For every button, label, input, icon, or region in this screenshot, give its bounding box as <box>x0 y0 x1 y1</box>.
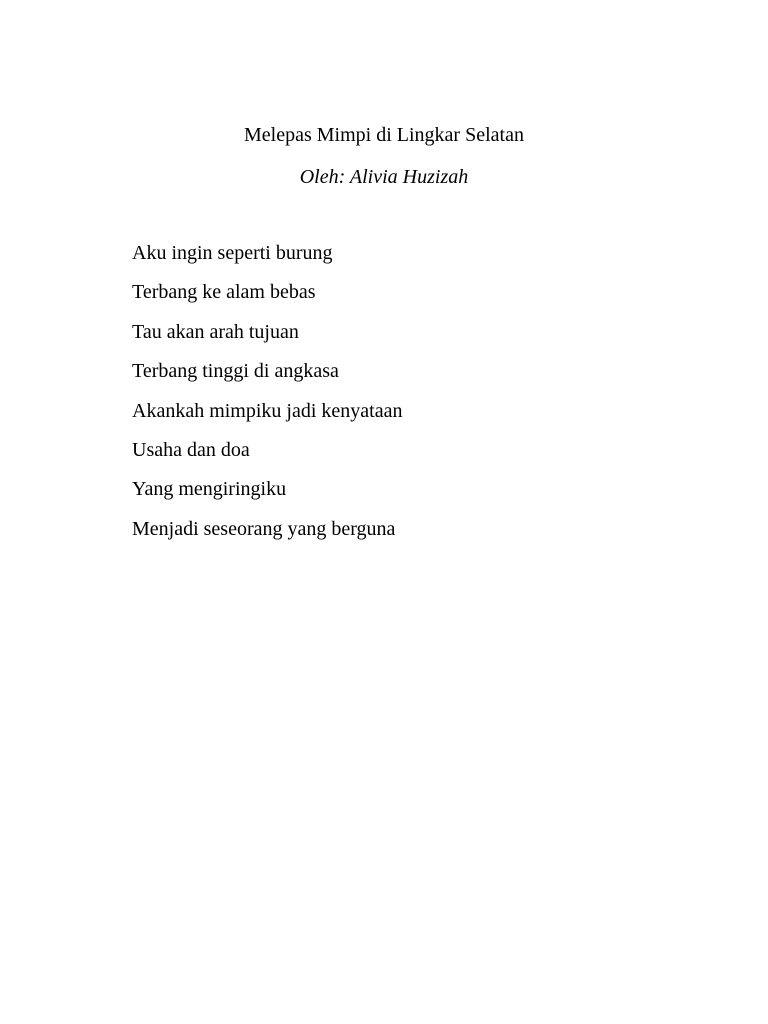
poem-body <box>132 239 402 554</box>
poem-line: Yang mengiringiku <box>132 478 287 501</box>
poem-line: Akankah mimpiku jadi kenyataan <box>132 399 403 422</box>
poem-line: Aku ingin seperti burung <box>132 242 333 264</box>
poem-line: Terbang ke alam bebas <box>132 281 316 304</box>
poem-line: Terbang tinggi di angkasa <box>132 360 339 383</box>
poem-title: Melepas Mimpi di Lingkar Selatan <box>244 124 524 146</box>
poem-line: Usaha dan doa <box>132 438 250 461</box>
poem-line: Tau akan arah tujuan <box>132 320 299 343</box>
poem-line: Menjadi seseorang yang berguna <box>132 517 396 540</box>
poem-author: Oleh: Alivia Huzizah <box>299 166 469 188</box>
